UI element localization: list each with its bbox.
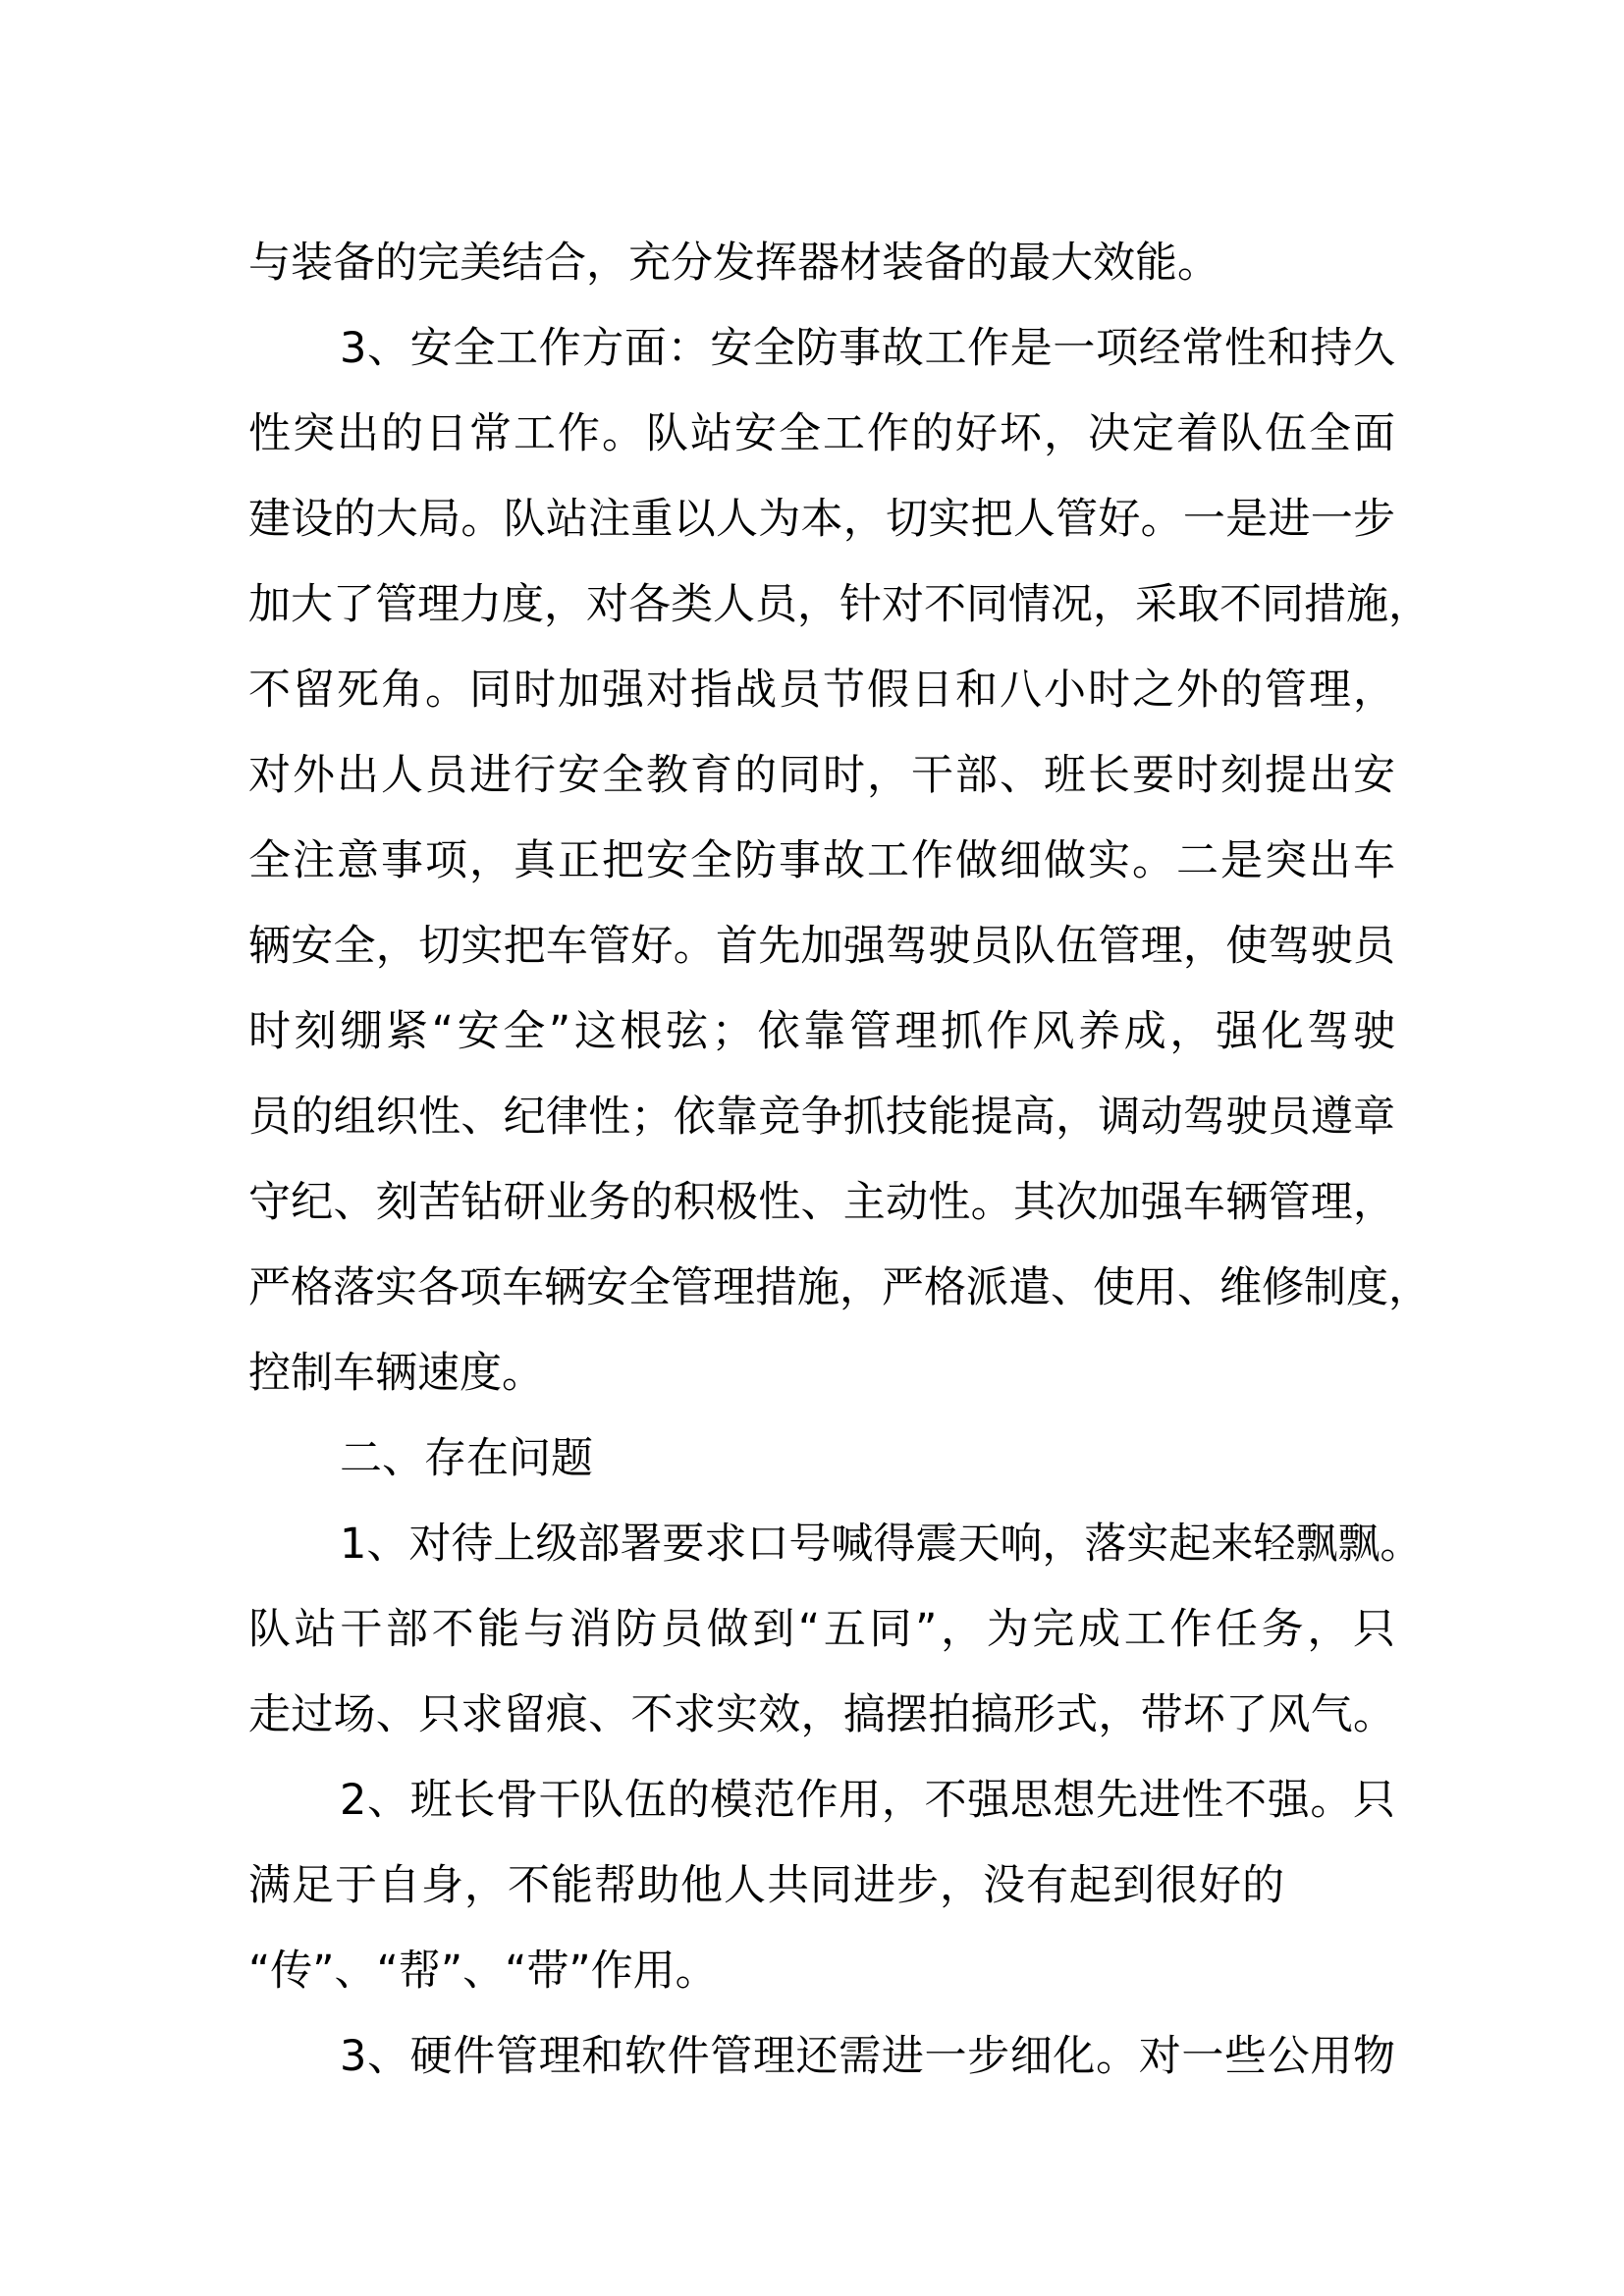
text-line: 全注意事项，真正把安全防事故工作做细做实。二是突出车 [248, 836, 1395, 885]
text-line: 队站干部不能与消防员做到“五同”，为完成工作任务，只 [248, 1605, 1395, 1654]
text-line: 守纪、刻苦钻研业务的积极性、主动性。其次加强车辆管理， [248, 1178, 1395, 1227]
text-line: “传”、“帮”、“带”作用。 [248, 1947, 718, 1996]
text-line: 辆安全，切实把车管好。首先加强驾驶员队伍管理，使驾驶员 [248, 922, 1395, 971]
text-line: 时刻绷紧“安全”这根弦；依靠管理抓作风养成，强化驾驶 [248, 1007, 1395, 1056]
paragraph-start: 3、安全工作方面：安全防事故工作是一项经常性和持久 [340, 324, 1395, 373]
text-line: 对外出人员进行安全教育的同时，干部、班长要时刻提出安 [248, 751, 1395, 800]
text-line: 不留死角。同时加强对指战员节假日和八小时之外的管理， [248, 666, 1395, 715]
text-line: 加大了管理力度，对各类人员，针对不同情况，采取不同措施， [248, 580, 1431, 629]
text-line: 严格落实各项车辆安全管理措施，严格派遣、使用、维修制度， [248, 1263, 1431, 1312]
paragraph-start: 3、硬件管理和软件管理还需进一步细化。对一些公用物 [340, 2032, 1395, 2081]
section-heading: 二、存在问题 [340, 1434, 593, 1483]
text-line: 员的组织性、纪律性；依靠竞争抓技能提高，调动驾驶员遵章 [248, 1093, 1395, 1142]
text-line: 控制车辆速度。 [248, 1349, 544, 1398]
text-line: 与装备的完美结合，充分发挥器材装备的最大效能。 [248, 239, 1219, 288]
text-line: 性突出的日常工作。队站安全工作的好坏，决定着队伍全面 [248, 409, 1395, 458]
text-line: 建设的大局。队站注重以人为本，切实把人管好。一是进一步 [248, 495, 1395, 544]
paragraph-start: 1、对待上级部署要求口号喊得震天响，落实起来轻飘飘。 [340, 1520, 1423, 1569]
paragraph-start: 2、班长骨干队伍的模范作用，不强思想先进性不强。只 [340, 1776, 1395, 1825]
text-line: 走过场、只求留痕、不求实效，搞摆拍搞形式，带坏了风气。 [248, 1690, 1395, 1739]
text-line: 满足于自身，不能帮助他人共同进步，没有起到很好的 [248, 1861, 1285, 1910]
